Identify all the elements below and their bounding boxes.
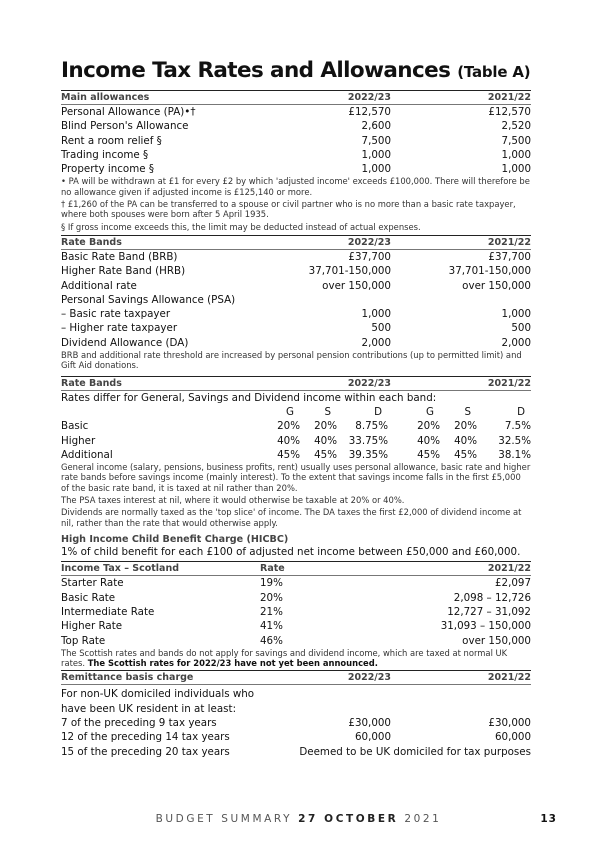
table-row — [61, 336, 531, 350]
footer — [0, 813, 597, 825]
rate-value: 45% — [277, 448, 300, 461]
rates-table — [61, 405, 531, 462]
rate-value: 40% — [277, 434, 300, 447]
rate-value: 20% — [277, 420, 300, 433]
header-year-1: 2022/23 — [347, 236, 391, 248]
table-row — [61, 148, 531, 162]
row-band: 2,098 – 12,726 — [453, 591, 531, 604]
allowances-table — [61, 105, 531, 176]
row-label: Starter Rate — [61, 577, 124, 590]
row-value-year-1: 500 — [371, 322, 391, 335]
row-value-year-2: over 150,000 — [462, 279, 531, 292]
header-year-1: 2022/23 — [347, 377, 391, 389]
hicbc-title: High Income Child Benefit Charge (HICBC) — [61, 533, 289, 545]
row-value-year-1: 37,701-150,000 — [308, 265, 391, 278]
row-value-year-1: 7,500 — [361, 134, 391, 147]
row-label: Personal Savings Allowance (PSA) — [61, 293, 236, 306]
rate-value: 40% — [454, 434, 477, 447]
header-label: Income Tax – Scotland — [61, 563, 180, 575]
rate-value: 20% — [417, 420, 440, 433]
column-header: G — [426, 405, 434, 418]
row-value-year-2: £30,000 — [488, 717, 531, 730]
row-value-year-1: 2,000 — [361, 336, 391, 349]
row-rate: 20% — [260, 591, 283, 604]
table-row — [61, 250, 531, 264]
row-rate: 19% — [260, 577, 283, 590]
row-label: Basic — [61, 420, 89, 433]
allowances-notes — [61, 176, 531, 231]
remit-intro-1 — [61, 687, 531, 701]
row-value-year-2: 1,000 — [501, 308, 531, 321]
rate-value: 45% — [314, 448, 337, 461]
column-header: S — [464, 405, 471, 418]
bands-note — [61, 350, 531, 371]
row-value-year-2: 2,520 — [501, 120, 531, 133]
row-value-year-1: 2,600 — [361, 120, 391, 133]
footer-date: 27 OCTOBER — [298, 813, 399, 825]
bands-table — [61, 250, 531, 350]
header-year-1: 2022/23 — [347, 92, 391, 103]
row-label: 12 of the preceding 14 tax years — [61, 731, 230, 744]
page-content — [61, 58, 531, 759]
table-row — [61, 119, 531, 133]
row-label: Basic Rate — [61, 591, 116, 604]
row-label: 7 of the preceding 9 tax years — [61, 717, 217, 730]
note-text: The PSA taxes interest at nil, where it would otherwise be taxable at 20% or 40%. — [61, 495, 405, 506]
row-value-year-2: 1,000 — [501, 163, 531, 176]
row-label: Top Rate — [61, 634, 106, 647]
page-number: 13 — [540, 813, 557, 825]
row-label: Trading income § — [61, 148, 149, 161]
row-value-year-2: 60,000 — [494, 731, 531, 744]
row-value-year-1: 1,000 — [361, 163, 391, 176]
rate-value: 8.75% — [355, 420, 388, 433]
row-label: Higher Rate — [61, 620, 123, 633]
table-row — [61, 162, 531, 176]
hicbc-section — [61, 534, 531, 559]
section-header-bands — [61, 235, 531, 250]
header-label: Rate Bands — [61, 377, 122, 389]
table-row — [61, 605, 531, 619]
hicbc-text: 1% of child benefit for each £100 of adjusted net income between £50,000 and £60,000. — [61, 545, 521, 558]
remit-last-row — [61, 745, 531, 759]
row-label: Additional rate — [61, 279, 137, 292]
table-row — [61, 716, 531, 730]
rates-intro — [61, 391, 531, 405]
footer-left: BUDGET SUMMARY — [155, 813, 293, 825]
table-row — [61, 105, 531, 119]
remittance-table — [61, 716, 531, 745]
rate-value: 20% — [314, 420, 337, 433]
row-label: Basic Rate Band (BRB) — [61, 250, 178, 263]
intro-text: For non-UK domiciled individuals who — [61, 688, 255, 701]
table-row — [61, 591, 531, 605]
note-text: BRB and additional rate threshold are increased by personal pension contributions (up to permitted limit) and Gift Aid donations. — [61, 350, 522, 371]
row-label: Blind Person's Allowance — [61, 120, 189, 133]
row-rate: 46% — [260, 634, 283, 647]
header-year-2: 2021/22 — [487, 236, 531, 248]
rate-value: 7.5% — [504, 420, 531, 433]
header-rate: Rate — [260, 563, 285, 575]
note-text: Dividends are normally taxed as the 'top slice' of income. The DA taxes the first £2,000 of dividend income at nil, rather than the rate that would otherwise apply. — [61, 507, 522, 528]
table-row — [61, 448, 531, 462]
row-label: Higher Rate Band (HRB) — [61, 265, 186, 278]
header-year-2: 2021/22 — [487, 92, 531, 103]
row-band: over 150,000 — [462, 634, 531, 647]
column-header: G — [286, 405, 294, 418]
note-text: The Scottish rates and bands do not apply for savings and dividend income, which are taxed at normal UK rates. — [61, 647, 508, 669]
scotland-table — [61, 576, 531, 647]
column-header: D — [517, 405, 525, 418]
table-row — [61, 264, 531, 278]
rate-value: 40% — [314, 434, 337, 447]
row-band: 12,727 – 31,092 — [447, 606, 531, 618]
row-value-year-2: 500 — [511, 322, 531, 335]
rate-value: 20% — [454, 420, 477, 433]
row-value-year-2: 7,500 — [501, 134, 531, 147]
section-header-remittance — [61, 670, 531, 685]
header-year-2: 2021/22 — [487, 377, 531, 389]
row-value-year-1: £12,570 — [348, 106, 391, 118]
row-value-year-1: 60,000 — [354, 731, 391, 744]
note-text: General income (salary, pensions, business profits, rent) usually uses personal allowance, basic rate and higher rate bands before savings income (mainly interest). To the extent that savings income falls in the first £5,000 of the basic rate band, it is taxed at nil rather than 20%. — [61, 462, 531, 493]
row-value: Deemed to be UK domiciled for tax purposes — [299, 745, 531, 758]
row-value-year-2: 1,000 — [501, 148, 531, 161]
row-value-year-2: £12,570 — [488, 106, 531, 118]
header-year-2: 2021/22 — [487, 563, 531, 575]
title-text: Income Tax Rates and Allowances — [61, 58, 451, 83]
header-label: Rate Bands — [61, 236, 122, 248]
rate-value: 40% — [417, 434, 440, 447]
row-label: Higher — [61, 434, 96, 447]
row-value-year-2: £37,700 — [488, 250, 531, 263]
table-row — [61, 730, 531, 744]
scotland-note — [61, 648, 531, 669]
header-label: Main allowances — [61, 92, 150, 103]
row-value-year-1: £30,000 — [348, 717, 391, 730]
remit-intro-2 — [61, 702, 531, 716]
table-row — [61, 321, 531, 335]
table-row — [61, 279, 531, 293]
row-value-year-1: 1,000 — [361, 308, 391, 321]
row-band: £2,097 — [494, 577, 531, 590]
row-band: 31,093 – 150,000 — [440, 620, 531, 633]
rate-value: 32.5% — [498, 434, 531, 447]
table-row — [61, 434, 531, 448]
note-text: • PA will be withdrawn at £1 for every £2 by which 'adjusted income' exceeds £100,000. There will therefore be no allowance given if adjusted income is £125,140 or more. — [61, 176, 530, 197]
rate-value: 39.35% — [348, 448, 388, 461]
table-row — [61, 134, 531, 148]
header-year-1: 2022/23 — [347, 672, 391, 684]
header-year-2: 2021/22 — [487, 672, 531, 684]
rate-value: 45% — [417, 448, 440, 461]
note-bold-text: The Scottish rates for 2022/23 have not yet been announced. — [87, 658, 378, 669]
section-header-allowances — [61, 90, 531, 105]
rate-value: 33.75% — [348, 434, 388, 447]
row-rate: 41% — [260, 620, 283, 633]
section-header-scotland — [61, 561, 531, 576]
rate-value: 38.1% — [498, 448, 531, 461]
table-row — [61, 419, 531, 433]
row-value-year-1: £37,700 — [348, 250, 391, 263]
row-value-year-1: 1,000 — [361, 148, 391, 161]
table-row — [61, 634, 531, 648]
row-value-year-1: over 150,000 — [322, 279, 391, 292]
note-text: † £1,260 of the PA can be transferred to a spouse or civil partner who is no more than a basic rate taxpayer, where both spouses were born after 5 April 1935. — [61, 199, 516, 220]
section-header-rates — [61, 376, 531, 391]
row-label: 15 of the preceding 20 tax years — [61, 745, 230, 758]
rate-value: 45% — [454, 448, 477, 461]
row-label: – Basic rate taxpayer — [61, 308, 171, 321]
title-subtitle: (Table A) — [457, 63, 531, 81]
rates-column-headers — [61, 405, 531, 419]
row-label: Rent a room relief § — [61, 134, 162, 147]
table-row — [61, 576, 531, 590]
row-label: Additional — [61, 448, 113, 461]
row-label: Personal Allowance (PA)•† — [61, 106, 196, 118]
column-header: D — [374, 405, 382, 418]
row-label: Property income § — [61, 163, 154, 176]
table-row — [61, 293, 531, 307]
header-label: Remittance basis charge — [61, 672, 194, 684]
row-label: – Higher rate taxpayer — [61, 322, 178, 335]
footer-year: 2021 — [404, 813, 442, 825]
table-row — [61, 307, 531, 321]
row-rate: 21% — [260, 606, 283, 618]
note-text: § If gross income exceeds this, the limit may be deducted instead of actual expenses. — [61, 221, 421, 232]
column-header: S — [324, 405, 331, 418]
rates-notes — [61, 462, 531, 528]
row-value-year-2: 37,701-150,000 — [448, 265, 531, 278]
table-row — [61, 619, 531, 633]
row-label: Dividend Allowance (DA) — [61, 336, 189, 349]
intro-text: have been UK resident in at least: — [61, 702, 237, 715]
intro-text: Rates differ for General, Savings and Dividend income within each band: — [61, 391, 437, 404]
row-label: Intermediate Rate — [61, 606, 155, 618]
page-title — [61, 58, 531, 85]
row-value-year-2: 2,000 — [501, 336, 531, 349]
